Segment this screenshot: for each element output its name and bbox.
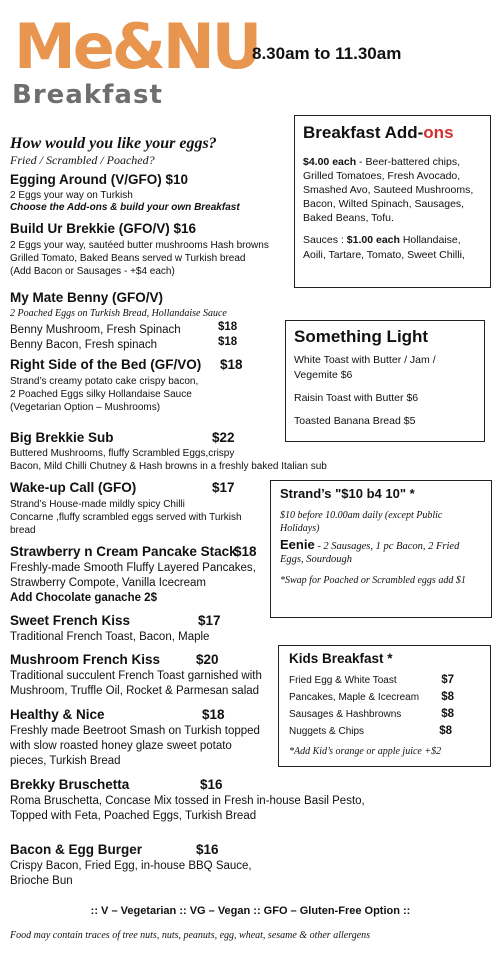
kids-item-price: $7 [441,674,454,686]
item-price: $17 [198,613,221,628]
item-price: $20 [196,652,219,667]
menu-item-build-ur-brekkie [10,221,295,278]
logo-title: Me&NU [14,10,260,83]
opening-hours: 8.30am to 11.30am [252,44,402,63]
item-line: Traditional succulent French Toast garnished with [10,670,262,682]
addons-title-accent: ons [423,123,454,142]
item-line: (Add Bacon or Sausages - +$4 each) [10,266,175,277]
variant-name: Benny Bacon, Fresh spinach [10,339,158,351]
item-line: Grilled Tomato, Baked Beans served w Turkish bread [10,253,246,264]
item-title: Wake-up Call (GFO) [10,480,137,495]
item-title: Mushroom French Kiss [10,652,161,667]
item-title: Build Ur Brekkie (GFO/V) $16 [10,221,197,236]
item-title: Brekky Bruschetta [10,777,130,792]
menu-logo [10,8,260,110]
item-line: 2 Eggs your way, sautéed butter mushrooms Hash browns [10,240,269,251]
kids-item [289,689,480,706]
item-line: Concarne ,fluffy scrambled eggs served with Turkish [10,512,242,523]
item-title: Egging Around (V/GFO) $10 [10,172,188,187]
sauces-label: Sauces : [303,234,347,246]
item-title: Big Brekkie Sub [10,430,114,445]
light-item: Toasted Banana Bread $5 [294,415,416,427]
something-light-box [285,320,485,442]
eggs-options: Fried / Scrambled / Poached? [10,153,155,167]
variant-price: $18 [218,336,238,348]
strand-offer [280,538,482,566]
dietary-legend: :: V – Vegetarian :: VG – Vegan :: GFO – Gluten-Free Option :: [90,905,411,917]
item-line: 2 Eggs your way on Turkish [10,190,133,201]
item-subtitle: 2 Poached Eggs on Turkish Bread, Hollandaise Sauce [10,308,227,319]
kids-item [289,706,480,723]
kids-item-name: Fried Egg & White Toast [289,675,397,686]
kids-title: Kids Breakfast * [289,651,393,666]
menu-item-pancake-stack [10,544,272,606]
item-title: Right Side of the Bed (GF/VO) [10,357,202,372]
menu-item-healthy-and-nice [10,707,275,769]
menu-item-brekky-bruschetta [10,777,430,824]
item-line: Mushroom, Truffle Oil, Rocket & Parmesan salad [10,685,260,697]
light-item: Raisin Toast with Butter $6 [294,392,419,404]
item-line: Traditional French Toast, Bacon, Maple [10,631,210,643]
kids-breakfast-box [278,645,491,767]
breakfast-addons-box [294,115,491,288]
item-line: Buttered Mushrooms, fluffy Scrambled Eggs,crispy [10,448,235,459]
item-price: $18 [202,707,225,722]
variant-name: Benny Mushroom, Fresh Spinach [10,324,181,336]
kids-item-name: Sausages & Hashbrowns [289,709,402,720]
sauces-list: Hollandaise, Aoili, Tartare, Tomato, Sweet Chilli, [303,234,465,261]
strand-special-box [270,480,492,618]
logo-subtitle: Breakfast [12,80,163,110]
item-line: Brioche Bun [10,875,73,887]
variant-price: $18 [218,321,238,333]
light-title: Something Light [294,327,429,346]
eggs-question: How would you like your eggs? [10,135,217,152]
menu-item-sweet-french-kiss [10,613,272,645]
kids-item [289,672,480,689]
item-price: $22 [212,430,235,445]
item-title: Sweet French Kiss [10,613,131,628]
menu-item-egging-around [10,172,290,213]
strand-offer-desc: - 2 Sausages, 1 pc Bacon, 2 Fried Eggs, Sourdough [280,541,460,565]
item-price: $16 [200,777,223,792]
kids-item-price: $8 [439,725,452,737]
kids-item-price: $8 [441,708,454,720]
item-note: Choose the Add-ons & build your own Breakfast [10,202,240,213]
item-title: Healthy & Nice [10,707,105,722]
allergen-notice: Food may contain traces of tree nuts, nuts, peanuts, egg, wheat, sesame & other allergens [10,930,371,941]
item-price: $16 [196,842,219,857]
item-line: with slow roasted honey glaze sweet potato [10,740,232,752]
light-item: White Toast with Butter / Jam / Vegemite $6 [294,354,436,381]
sauces-price: $1.00 each [346,234,400,246]
item-line: Topped with Feta, Poached Eggs, Turkish Bread [10,810,257,822]
item-title: Bacon & Egg Burger [10,842,143,857]
kids-item [289,723,480,740]
item-line: Crispy Bacon, Fried Egg, in-house BBQ Sauce, [10,860,252,872]
item-line: Freshly-made Smooth Fluffy Layered Pancakes, [10,562,256,574]
item-title: My Mate Benny (GFO/V) [10,290,164,305]
menu-item-bacon-egg-burger [10,842,275,889]
item-line: Roma Bruschetta, Concase Mix tossed in Fresh in-house Basil Pesto, [10,795,365,807]
item-line: Bacon, Mild Chilli Chutney & Hash browns in a freshly baked Italian sub [10,461,327,472]
item-price: $17 [212,480,235,495]
menu-item-wake-up-call [10,480,272,537]
addons-title-main: Breakfast Add- [303,123,424,142]
item-addon-line: Add Chocolate ganache 2$ [10,592,157,604]
item-line: pieces, Turkish Bread [10,755,121,767]
strand-note: $10 before 10.00am daily (except Public Holidays) [280,510,443,534]
menu-item-mushroom-french-kiss [10,652,275,699]
item-line: Strand’s creamy potato cake crispy bacon, [10,376,199,387]
kids-list [289,672,480,740]
item-line: bread [10,525,36,536]
sauces-text [303,233,482,263]
variant-row [10,320,290,335]
addons-list: - Beer-battered chips, Grilled Tomatoes, Fresh Avocado, Smashed Avo, Sauteed Mushrooms, Bacon, Wilted Spinach, Sausages, Baked Beans, Tofu. [303,156,474,224]
item-title: Strawberry n Cream Pancake Stack [10,544,237,559]
strand-offer-name: Eenie [280,537,315,552]
menu-item-my-mate-benny [10,290,290,350]
strand-title: Strand’s "$10 b4 10" * [280,486,415,501]
kids-note: *Add Kid’s orange or apple juice +$2 [289,746,442,757]
item-line: (Vegetarian Option – Mushrooms) [10,402,161,413]
addons-text [303,155,482,225]
addons-title [303,123,482,143]
addons-price: $4.00 each [303,156,357,168]
item-line: Freshly made Beetroot Smash on Turkish topped [10,725,260,737]
kids-item-name: Pancakes, Maple & Icecream [289,692,420,703]
kids-item-price: $8 [441,691,454,703]
item-line: 2 Poached Eggs silky Hollandaise Sauce [10,389,192,400]
item-line: Strawberry Compote, Vanilla Icecream [10,577,206,589]
item-price: $18 [220,357,243,372]
item-line: Strand’s House-made mildly spicy Chilli [10,499,185,510]
kids-item-name: Nuggets & Chips [289,726,365,737]
variant-row [10,335,290,350]
strand-swap: *Swap for Poached or Scrambled eggs add $1 [280,575,466,586]
menu-item-right-side-of-the-bed [10,357,285,414]
item-price: $18 [234,544,257,559]
